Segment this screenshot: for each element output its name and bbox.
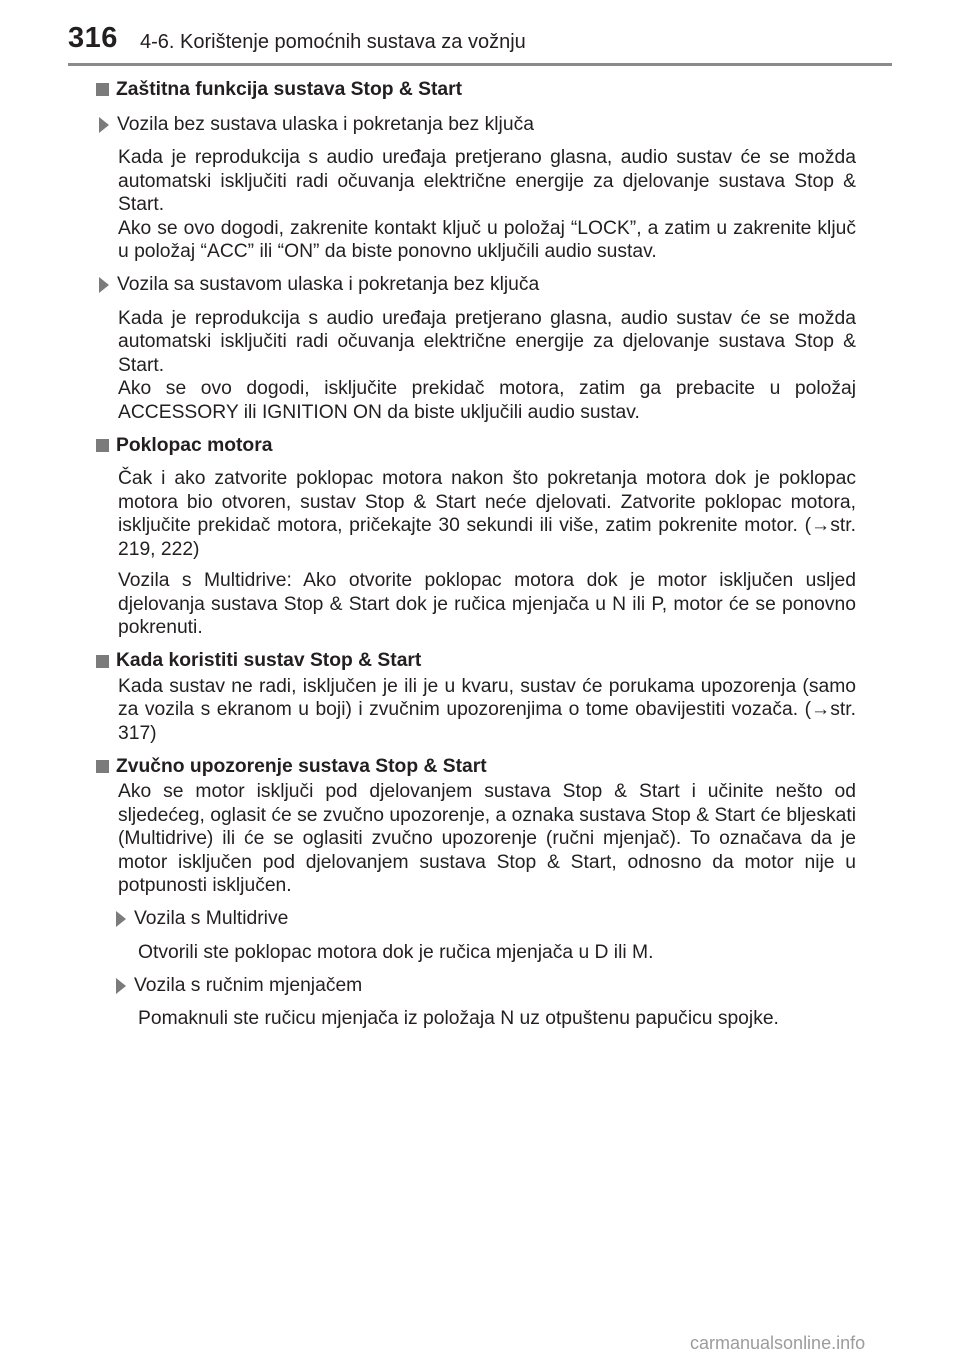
sub-heading <box>99 111 856 138</box>
page-header <box>0 0 960 66</box>
triangle-bullet-icon <box>116 978 126 994</box>
section-heading <box>96 76 856 103</box>
square-bullet-icon <box>96 83 109 96</box>
paragraph <box>118 307 856 425</box>
paragraph-text: Ako se motor isključi pod djelovanjem sustava Stop & Start i učinite nešto od sljedećeg, oglasit će se zvučno upozorenje, a oznaka sustava Stop & Start će bljeskati (Multidrive) ili će se oglasiti zvučno upozorenje (ručni mjenjač). To označava da je motor isključen pod djelovanjem sustava Stop & Start, odnosno da motor nije u potpunosti isključen. <box>118 781 856 896</box>
chapter-title: 4-6. Korištenje pomoćnih sustava za vožnju <box>140 31 526 53</box>
page-content <box>96 76 856 1039</box>
section-heading-text: Kada koristiti sustav Stop & Start <box>116 650 422 672</box>
sub-heading-text: Vozila s ručnim mjenjačem <box>134 974 363 996</box>
paragraph-text: Kada je reprodukcija s audio uređaja pretjerano glasna, audio sustav će se možda automatski isključiti radi očuvanja električne energije za djelovanje sustava Stop & Start. <box>118 307 856 376</box>
sub-heading <box>116 972 856 999</box>
section-heading <box>96 648 856 675</box>
sub-heading-text: Vozila s Multidrive <box>134 908 289 930</box>
paragraph <box>118 467 856 561</box>
section-heading <box>96 753 856 780</box>
paragraph-text: Otvorili ste poklopac motora dok je ručica mjenjača u D ili M. <box>138 941 654 963</box>
sub-heading-text: Vozila bez sustava ulaska i pokretanja bez ključa <box>117 113 534 135</box>
section-heading <box>96 432 856 459</box>
paragraph <box>118 675 856 746</box>
section-heading-text: Zvučno upozorenje sustava Stop & Start <box>116 755 487 777</box>
square-bullet-icon <box>96 439 109 452</box>
sub-heading <box>116 906 856 933</box>
triangle-bullet-icon <box>99 117 109 133</box>
paragraph-text: Kada je reprodukcija s audio uređaja pretjerano glasna, audio sustav će se možda automatski isključiti radi očuvanja električne energije za djelovanje sustava Stop & Start. <box>118 147 856 215</box>
paragraph-text: Kada sustav ne radi, isključen je ili je u kvaru, sustav će porukama upozorenja (samo za vozila s ekranom u boji) i zvučnim upozorenjima o tome obavijestiti vozača. (→str. 317) <box>118 675 856 744</box>
section-heading-text: Zaštitna funkcija sustava Stop & Start <box>116 78 463 100</box>
paragraph <box>118 780 856 898</box>
paragraph-text: Vozila s Multidrive: Ako otvorite poklopac motora dok je motor isključen usljed djelovanja sustava Stop & Start dok je ručica mjenjača u N ili P, motor će se ponovno pokrenuti. <box>118 570 856 638</box>
sub-heading <box>99 272 856 299</box>
paragraph <box>138 1007 856 1031</box>
paragraph-text: Čak i ako zatvorite poklopac motora nakon što pokretanja motora dok je poklopac motora bio otvoren, sustav Stop & Start neće djelovati. Zatvorite poklopac motora, isključite prekidač motora, pričekajte 30 sekundi ili više, zatim pokrenite motor. (→str. 219, 222) <box>118 468 856 560</box>
paragraph <box>118 569 856 640</box>
paragraph-text: Pomaknuli ste ručicu mjenjača iz položaja N uz otpuštenu papučicu spojke. <box>138 1008 779 1029</box>
header-divider <box>68 63 892 66</box>
paragraph <box>118 146 856 264</box>
triangle-bullet-icon <box>99 277 109 293</box>
sub-heading-text: Vozila sa sustavom ulaska i pokretanja bez ključa <box>117 274 540 296</box>
paragraph-text: Ako se ovo dogodi, isključite prekidač motora, zatim ga prebacite u položaj ACCESSORY ili IGNITION ON da biste uključili audio sustav. <box>118 378 856 423</box>
paragraph-text: Ako se ovo dogodi, zakrenite kontakt ključ u položaj “LOCK”, a zatim u zakrenite ključ u položaj “ACC” ili “ON” da biste ponovno uključili audio sustav. <box>118 217 856 262</box>
triangle-bullet-icon <box>116 911 126 927</box>
paragraph <box>138 941 856 965</box>
square-bullet-icon <box>96 760 109 773</box>
page-number: 316 <box>68 22 118 54</box>
section-heading-text: Poklopac motora <box>116 434 273 456</box>
square-bullet-icon <box>96 655 109 668</box>
watermark: carmanualsonline.info <box>690 1333 866 1353</box>
